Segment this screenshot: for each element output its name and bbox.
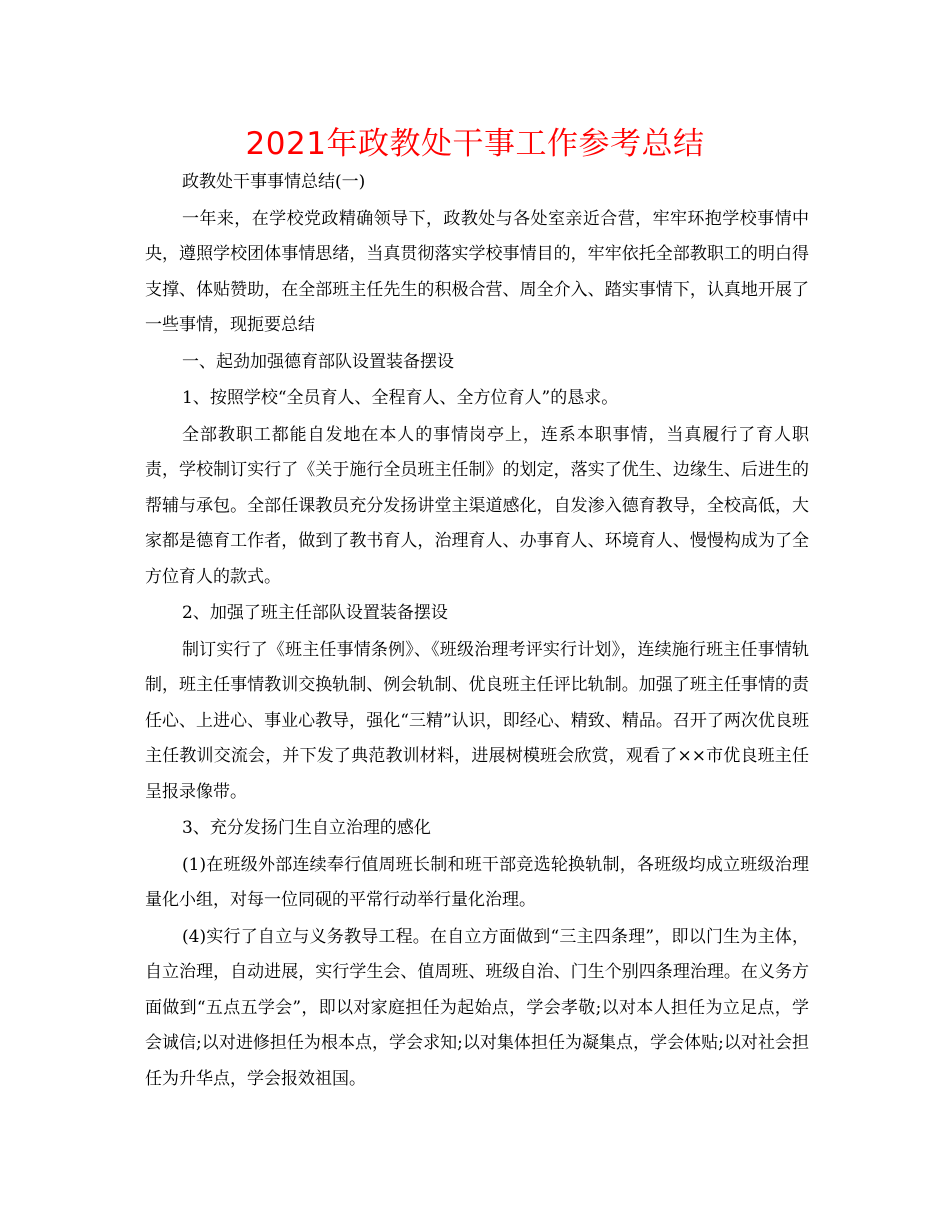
paragraph-class-teachers: 制订实行了《班主任事情条例》、《班级治理考评实行计划》，连续施行班主任事情轨制，班主任事情教训交换轨制、例会轨制、优良班主任评比轨制。加强了班主任事情的责任心、上进心、事业心教导，强化“三精”认识，即经心、精致、精品。召开了两次优良班主任教训交流会，并下发了典范教训材料，进展树模班会欣赏，观看了××市优良班主任呈报录像带。: [145, 639, 809, 802]
paragraph-item-4: (4)实行了自立与义务教导工程。在自立方面做到“三主四条理”，即以门生为主体，自立治理，自动进展，实行学生会、值周班、班级自治、门生个别四条理治理。在义务方面做到“五点五学会”，即以对家庭担任为起始点，学会孝敬;以对本人担任为立足点，学会诚信;以对进修担任为根本点，学会求知;以对集体担任为凝集点，学会体贴;以对社会担任为升华点，学会报效祖国。: [145, 926, 809, 1089]
paragraph-item-1: (1)在班级外部连续奉行值周班长制和班干部竞选轮换轨制，各班级均成立班级治理量化小组，对每一位同砚的平常行动举行量化治理。: [145, 854, 809, 910]
document-body: [145, 165, 809, 1097]
subheading-2: 2、加强了班主任部队设置装备摆设: [182, 603, 448, 623]
paragraph-subtitle: 政教处干事事情总结(一): [182, 172, 366, 192]
document-title: 2021年政教处干事工作参考总结: [245, 126, 705, 162]
paragraph-staff: 全部教职工都能自发地在本人的事情岗亭上，连系本职事情，当真履行了育人职责，学校制订实行了《关于施行全员班主任制》的划定，落实了优生、边缘生、后进生的帮辅与承包。全部任课教员充分发扬讲堂主渠道感化，自发渗入德育教导，全校高低，大家都是德育工作者，做到了教书育人，治理育人、办事育人、环境育人、慢慢构成为了全方位育人的款式。: [145, 424, 809, 587]
paragraph-intro: 一年来，在学校党政精确领导下，政教处与各处室亲近合营，牢牢环抱学校事情中央，遵照学校团体事情思绪，当真贯彻落实学校事情目的，牢牢依托全部教职工的明白得支撑、体贴赞助，在全部班主任先生的积极合营、周全介入、踏实事情下，认真地开展了一些事情，现扼要总结: [145, 208, 809, 335]
subheading-3: 3、充分发扬门生自立治理的感化: [182, 818, 431, 838]
section-heading-1: 一、起劲加强德育部队设置装备摆设: [182, 351, 454, 372]
subheading-1: 1、按照学校“全员育人、全程育人、全方位育人”的恳求。: [182, 388, 619, 408]
